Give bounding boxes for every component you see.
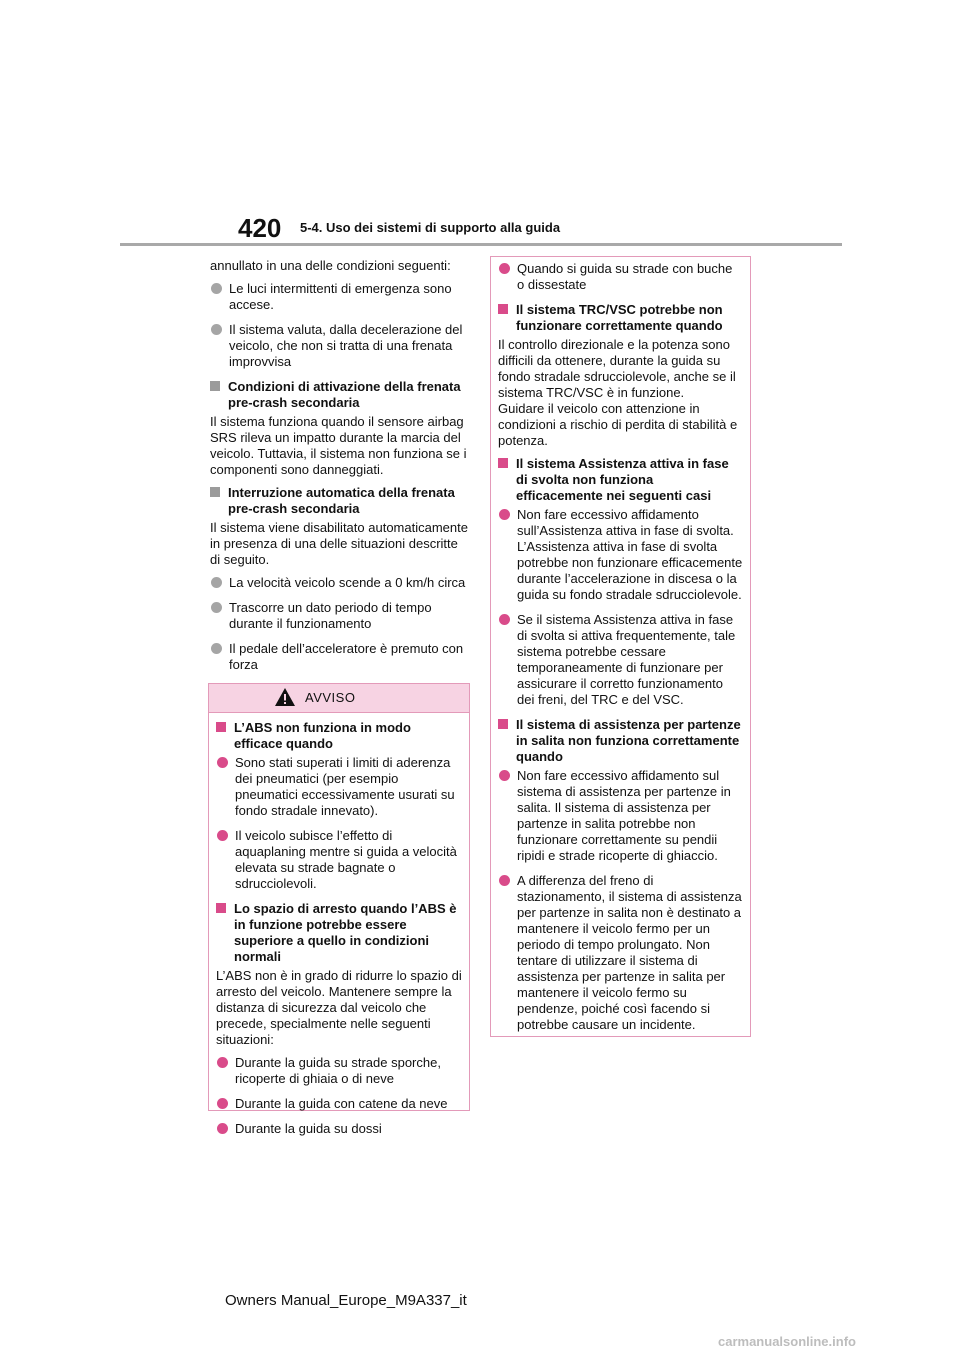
section-text: Il sistema viene disabilitato automaticamente in presenza di una delle situazioni descritte di seguito. xyxy=(210,520,468,567)
warning-box xyxy=(208,683,470,1136)
section-heading: Il sistema Assistenza attiva in fase di svolta non funziona efficacemente nei seguenti casi xyxy=(498,456,743,504)
section-text: L’ABS non è in grado di ridurre lo spazio di arresto del veicolo. Mantenere sempre la distanza di sicurezza dal veicolo che precede, specialmente nelle seguenti situazioni: xyxy=(216,968,462,1047)
section-square-icon xyxy=(216,903,226,913)
bullet-dot-icon xyxy=(499,614,510,625)
list-item: La velocità veicolo scende a 0 km/h circa xyxy=(210,575,468,591)
section-text: Il sistema funziona quando il sensore airbag SRS rileva un impatto durante la marcia del veicolo. Tuttavia, il sistema non funziona se i componenti sono danneggiati. xyxy=(210,414,467,477)
warning-body xyxy=(209,713,469,1137)
warning-body xyxy=(491,257,750,1033)
section-square-icon xyxy=(210,487,220,497)
bullet-dot-icon xyxy=(211,283,222,294)
page-number: 420 xyxy=(238,213,282,243)
section-text: Guidare il veicolo con attenzione in condizioni a rischio di perdita di stabilità e potenza. xyxy=(498,401,738,448)
section-title: 5-4. Uso dei sistemi di supporto alla guida xyxy=(300,220,561,235)
bullet-dot-icon xyxy=(211,643,222,654)
warning-label: AVVISO xyxy=(305,690,356,705)
header-divider xyxy=(120,243,842,246)
bullet-dot-icon xyxy=(211,577,222,588)
section-text: Il controllo direzionale e la potenza sono difficili da ottenere, durante la guida su fondo stradale sdrucciolevole, anche se il sistema TRC/VSC è in funzione. xyxy=(498,337,736,400)
warning-triangle-icon xyxy=(274,687,296,707)
list-item: Il pedale dell’acceleratore è premuto con forza xyxy=(210,641,468,673)
list-item: Sono stati superati i limiti di aderenza dei pneumatici (per esempio pneumatici eccessivamente usurati su fondo stradale innevato). xyxy=(216,755,462,819)
section-square-icon xyxy=(210,381,220,391)
section-heading: Condizioni di attivazione della frenata pre-crash secondaria xyxy=(210,379,468,411)
left-column xyxy=(210,258,468,682)
bullet-dot-icon xyxy=(499,770,510,781)
bullet-dot-icon xyxy=(499,875,510,886)
list-item: Quando si guida su strade con buche o dissestate xyxy=(498,261,743,293)
section-square-icon xyxy=(216,722,226,732)
section-heading: Il sistema TRC/VSC potrebbe non funzionare correttamente quando xyxy=(498,302,743,334)
list-item: Durante la guida su dossi xyxy=(216,1121,462,1137)
list-item: Non fare eccessivo affidamento sull’Assistenza attiva in fase di svolta. L’Assistenza attiva in fase di svolta potrebbe non funzionare efficacemente durante l’accelerazione in discesa o la guida su fondo stradale sdrucciolevole. xyxy=(498,507,743,603)
bullet-dot-icon xyxy=(217,830,228,841)
bullet-dot-icon xyxy=(217,1098,228,1109)
bullet-dot-icon xyxy=(217,1123,228,1134)
bullet-dot-icon xyxy=(499,509,510,520)
bullet-dot-icon xyxy=(499,263,510,274)
manual-id: Owners Manual_Europe_M9A337_it xyxy=(225,1292,467,1309)
bullet-dot-icon xyxy=(217,757,228,768)
section-square-icon xyxy=(498,304,508,314)
section-square-icon xyxy=(498,719,508,729)
list-item: Durante la guida con catene da neve xyxy=(216,1096,462,1112)
bullet-dot-icon xyxy=(211,324,222,335)
section-heading: Interruzione automatica della frenata pre-crash secondaria xyxy=(210,485,468,517)
section-heading: Lo spazio di arresto quando l’ABS è in funzione potrebbe essere superiore a quello in condizioni normali xyxy=(216,901,462,965)
list-item: Se il sistema Assistenza attiva in fase di svolta si attiva frequentemente, tale sistema potrebbe cessare temporaneamente di funzionare per assicurare il corretto funzionamento dei freni, del TRC e del VSC. xyxy=(498,612,743,708)
list-item: Durante la guida su strade sporche, ricoperte di ghiaia o di neve xyxy=(216,1055,462,1087)
list-item: Il sistema valuta, dalla decelerazione del veicolo, che non si tratta di una frenata improvvisa xyxy=(210,322,468,370)
warning-header xyxy=(209,684,469,713)
list-item: A differenza del freno di stazionamento, il sistema di assistenza per partenze in salita non è destinato a mantenere il veicolo fermo per un periodo di tempo prolungato. Non tentare di utilizzare il sistema di assistenza per partenze in salita per mantenere il veicolo fermo su pendenze, poiché così facendo si potrebbe causare un incidente. xyxy=(498,873,743,1033)
list-item: Le luci intermittenti di emergenza sono accese. xyxy=(210,281,468,313)
bullet-dot-icon xyxy=(217,1057,228,1068)
watermark: carmanualsonline.info xyxy=(718,1334,856,1349)
bullet-dot-icon xyxy=(211,602,222,613)
intro-text: annullato in una delle condizioni seguenti: xyxy=(210,258,451,273)
list-item: Trascorre un dato periodo di tempo durante il funzionamento xyxy=(210,600,468,632)
section-heading: Il sistema di assistenza per partenze in salita non funziona correttamente quando xyxy=(498,717,743,765)
warning-box-continued xyxy=(490,256,751,1037)
section-square-icon xyxy=(498,458,508,468)
list-item: Non fare eccessivo affidamento sul sistema di assistenza per partenze in salita. Il sistema di assistenza per partenze in salita potrebbe non funzionare correttamente su pendii ripidi e strade ricoperte di ghiaccio. xyxy=(498,768,743,864)
section-heading: L’ABS non funziona in modo efficace quando xyxy=(216,720,462,752)
list-item: Il veicolo subisce l’effetto di aquaplaning mentre si guida a velocità elevata su strade bagnate o sdrucciolevoli. xyxy=(216,828,462,892)
